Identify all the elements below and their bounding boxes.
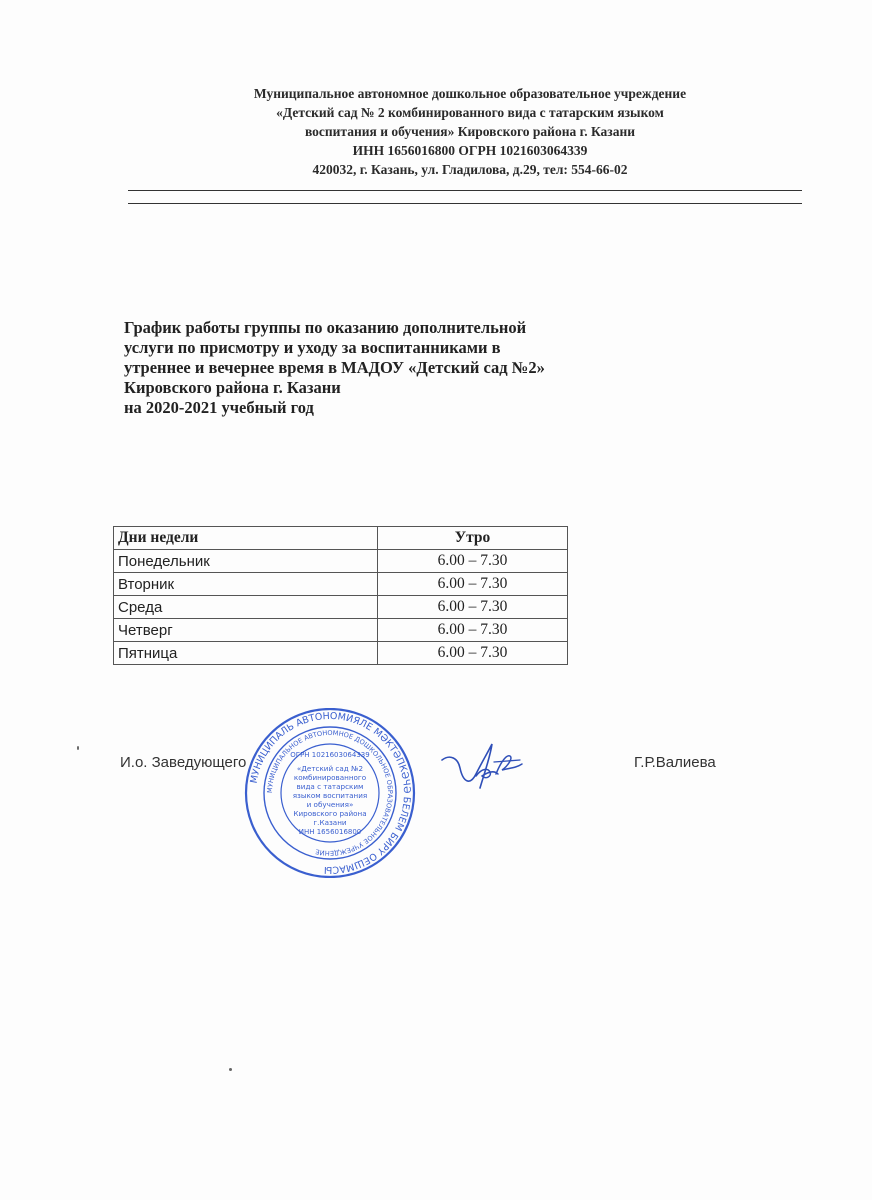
- time-cell: 6.00 – 7.30: [378, 596, 568, 619]
- time-cell: 6.00 – 7.30: [378, 550, 568, 573]
- title-line-1: График работы группы по оказанию дополнительной: [124, 318, 527, 337]
- signatory-name: Г.Р.Валиева: [634, 754, 716, 771]
- official-stamp: [242, 708, 418, 878]
- table-row: [114, 596, 568, 619]
- header-days: Дни недели: [114, 527, 378, 550]
- letterhead-line-2: «Детский сад № 2 комбинированного вида с татарским языком: [276, 105, 664, 120]
- time-cell: 6.00 – 7.30: [378, 619, 568, 642]
- time-cell: 6.00 – 7.30: [378, 642, 568, 665]
- stamp-inn: ИНН 1656016800: [298, 828, 362, 836]
- title-line-5: на 2020-2021 учебный год: [124, 398, 314, 417]
- stamp-outer-ring-text: МУНИЦИПАЛЬ АВТОНОМИЯЛЕ МӘКТӘПКӘЧӘ БЕЛЕМ БИРҮ ОЕШМАСЫ: [248, 710, 413, 876]
- day-cell: Среда: [114, 596, 378, 619]
- letterhead-line-5: 420032, г. Казань, ул. Гладилова, д.29, тел: 554-66-02: [312, 162, 628, 177]
- letterhead-line-1: Муниципальное автономное дошкольное образовательное учреждение: [253, 86, 687, 101]
- scan-speck: [77, 746, 79, 750]
- letterhead-divider-bottom: [128, 203, 802, 204]
- day-cell: Вторник: [114, 573, 378, 596]
- stamp-inner-ring-text: МУНИЦИПАЛЬНОЕ АВТОНОМНОЕ ДОШКОЛЬНОЕ ОБРАЗОВАТЕЛЬНОЕ УЧРЕЖДЕНИЕ: [265, 728, 395, 858]
- letterhead-line-3: воспитания и обучения» Кировского района г. Казани: [304, 124, 636, 139]
- table-row: [114, 550, 568, 573]
- day-cell: Четверг: [114, 619, 378, 642]
- letterhead-divider-top: [128, 190, 802, 191]
- document-title: [124, 318, 684, 418]
- table-row: [114, 642, 568, 665]
- table-row: [114, 573, 568, 596]
- table-header-row: [114, 527, 568, 550]
- table-row: [114, 619, 568, 642]
- title-line-3: утреннее и вечернее время в МАДОУ «Детский сад №2»: [124, 358, 545, 377]
- title-line-2: услуги по присмотру и уходу за воспитанниками в: [124, 338, 501, 357]
- letterhead: [150, 84, 790, 179]
- schedule-table: [113, 526, 568, 665]
- stamp-center-line-4: языком воспитания: [292, 791, 368, 800]
- stamp-center-line-3: вида с татарским: [296, 782, 364, 791]
- stamp-center-line-5: и обучения»: [306, 800, 354, 809]
- header-morning: Утро: [378, 527, 568, 550]
- letterhead-line-4: ИНН 1656016800 ОГРН 1021603064339: [352, 143, 588, 158]
- stamp-center-line-6: Кировского района: [293, 809, 367, 818]
- scan-speck: [229, 1068, 232, 1071]
- stamp-center-line-2: комбинированного: [293, 773, 367, 782]
- day-cell: Понедельник: [114, 550, 378, 573]
- time-cell: 6.00 – 7.30: [378, 573, 568, 596]
- stamp-ogrn: ОГРН 1021603064339: [290, 751, 370, 759]
- day-cell: Пятница: [114, 642, 378, 665]
- stamp-center-line-1: «Детский сад №2: [296, 764, 364, 773]
- handwritten-signature: [436, 734, 526, 794]
- title-line-4: Кировского района г. Казани: [124, 378, 341, 397]
- signatory-role: И.о. Заведующего: [120, 754, 247, 771]
- stamp-center-line-7: г.Казани: [313, 818, 347, 827]
